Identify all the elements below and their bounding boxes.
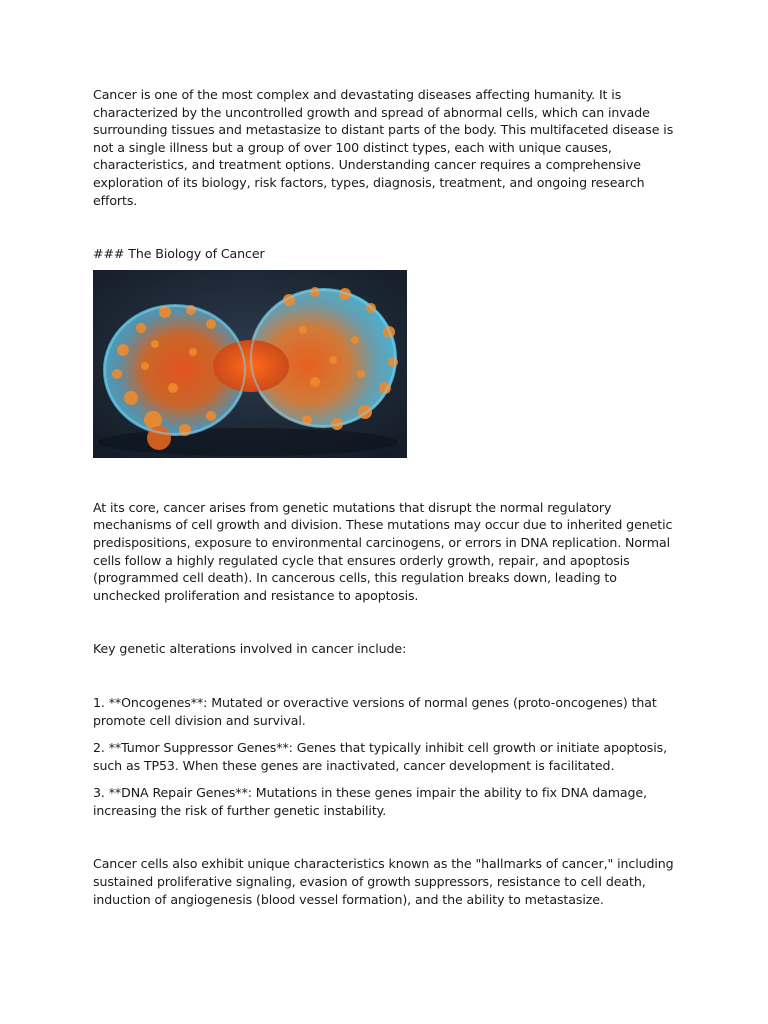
intro-paragraph: Cancer is one of the most complex and devastating diseases affecting humanity. It is characterized by the uncontrolled growth and spread of abnormal cells, which can invade surrounding tissues and metastasize to distant parts of the body. This multifaceted disease is not a single illness but a group of over 100 distinct types, each with unique causes, characteristics, and treatment options. Understanding cancer requires a comprehensive exploration of its biology, risk factors, types, diagnosis, treatment, and ongoing research efforts. xyxy=(93,87,674,208)
document-body xyxy=(93,86,683,908)
cancer-cell-illustration xyxy=(93,270,407,458)
key-alterations-intro: Key genetic alterations involved in cancer include: xyxy=(93,641,407,657)
list-item-tumor-suppressor: 2. **Tumor Suppressor Genes**: Genes that typically inhibit cell growth or initiate apoptosis, such as TP53. When these genes are inactivated, cancer development is facilitated. xyxy=(93,740,668,773)
dividing-cancer-cell-image xyxy=(93,270,407,458)
section-heading-biology: ### The Biology of Cancer xyxy=(93,246,265,262)
list-item-dna-repair: 3. **DNA Repair Genes**: Mutations in these genes impair the ability to fix DNA damage, increasing the risk of further genetic instability. xyxy=(93,785,647,818)
hallmarks-paragraph: Cancer cells also exhibit unique characteristics known as the "hallmarks of cancer," including sustained proliferative signaling, evasion of growth suppressors, resistance to cell death, induction of angiogenesis (blood vessel formation), and the ability to metastasize. xyxy=(93,856,674,907)
core-paragraph: At its core, cancer arises from genetic mutations that disrupt the normal regulatory mechanisms of cell growth and division. These mutations may occur due to inherited genetic predispositions, exposure to environmental carcinogens, or errors in DNA replication. Normal cells follow a highly regulated cycle that ensures orderly growth, repair, and apoptosis (programmed cell death). In cancerous cells, this regulation breaks down, leading to unchecked proliferation and resistance to apoptosis. xyxy=(93,499,673,603)
list-item-oncogenes: 1. **Oncogenes**: Mutated or overactive versions of normal genes (proto-oncogenes) that promote cell division and survival. xyxy=(93,694,657,728)
